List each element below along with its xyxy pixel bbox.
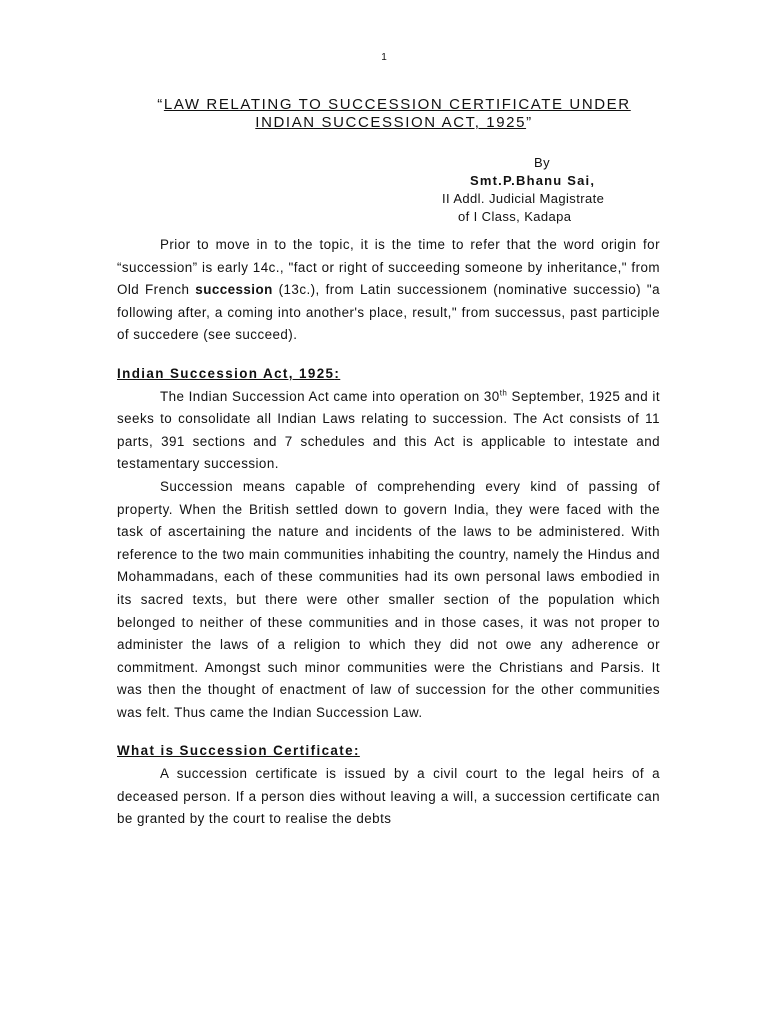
intro-bold-word: succession bbox=[195, 282, 273, 298]
section-heading-what-is-succession-certificate bbox=[117, 740, 660, 763]
author-designation: II Addl. Judicial Magistrate bbox=[442, 191, 605, 206]
title-line-1 bbox=[100, 96, 688, 114]
title-line-1-text: LAW RELATING TO SUCCESSION CERTIFICATE UNDER bbox=[163, 96, 631, 113]
intro-paragraph bbox=[117, 234, 660, 347]
section1-p1-superscript: th bbox=[499, 388, 508, 398]
section-heading-text: What is Succession Certificate bbox=[117, 743, 354, 759]
section1-paragraph-2: Succession means capable of comprehending every kind of passing of property. When the British settled down to govern India, they were faced with the task of ascertaining the nature and incidents of the laws to be administered. With reference to the two main communities inhabiting the country, namely the Hindus and Mohammadans, each of these communities had its own personal laws embodied in its sacred texts, but there were other smaller section of the population which belonged to neither of these communities and in those cases, it was not proper to administer the laws of a religion to which they did not owe any adherence or commitment. Amongst such minor communities were the Christians and Parsis. It was then the thought of enactment of law of succession for the other communities was felt. Thus came the Indian Succession Law. bbox=[117, 478, 660, 720]
section2-paragraph-1: A succession certificate is issued by a civil court to the legal heirs of a deceased person. If a person dies without leaving a will, a succession certificate can be granted by the court to realise the debts bbox=[117, 766, 660, 827]
section1-p1-text-1: The Indian Succession Act came into operation on 30 bbox=[160, 388, 500, 404]
document-title bbox=[100, 96, 688, 132]
author-name: Smt.P.Bhanu Sai, bbox=[470, 173, 596, 188]
section-heading-indian-succession-act bbox=[117, 363, 660, 386]
document-body bbox=[117, 234, 660, 831]
section-heading-colon: : bbox=[334, 365, 341, 381]
section1-paragraph-1 bbox=[117, 386, 660, 476]
author-place: of I Class, Kadapa bbox=[458, 209, 572, 224]
page-number: 1 bbox=[381, 52, 387, 63]
spacer bbox=[117, 724, 660, 740]
author-block bbox=[400, 154, 690, 226]
section-heading-text: Indian Succession Act, 1925 bbox=[117, 365, 335, 381]
title-open-quote: “ bbox=[157, 96, 164, 113]
title-line-2 bbox=[100, 114, 688, 132]
intro-text-2: (13c.), from Latin successionem (nominative successio) "a following after, a coming into another's place, result," from successus, past participle of succedere (see succeed). bbox=[117, 282, 661, 343]
spacer bbox=[117, 347, 660, 363]
title-line-2-text: INDIAN SUCCESSION ACT, 1925 bbox=[255, 114, 527, 131]
section1-p1-text-2: September, 1925 and it seeks to consolidate all Indian Laws relating to succession. The Act consists of 11 parts, 391 sections and 7 schedules and this Act is applicable to intestate and testamentary succession. bbox=[117, 388, 660, 472]
title-close-quote: ” bbox=[526, 114, 533, 131]
section-heading-colon: : bbox=[353, 743, 360, 759]
intro-text-1: Prior to move in to the topic, it is the time to refer that the word origin for “succession” is early 14c., "fact or right of succeeding someone by inheritance," from Old French bbox=[117, 237, 660, 298]
author-by: By bbox=[534, 155, 550, 170]
